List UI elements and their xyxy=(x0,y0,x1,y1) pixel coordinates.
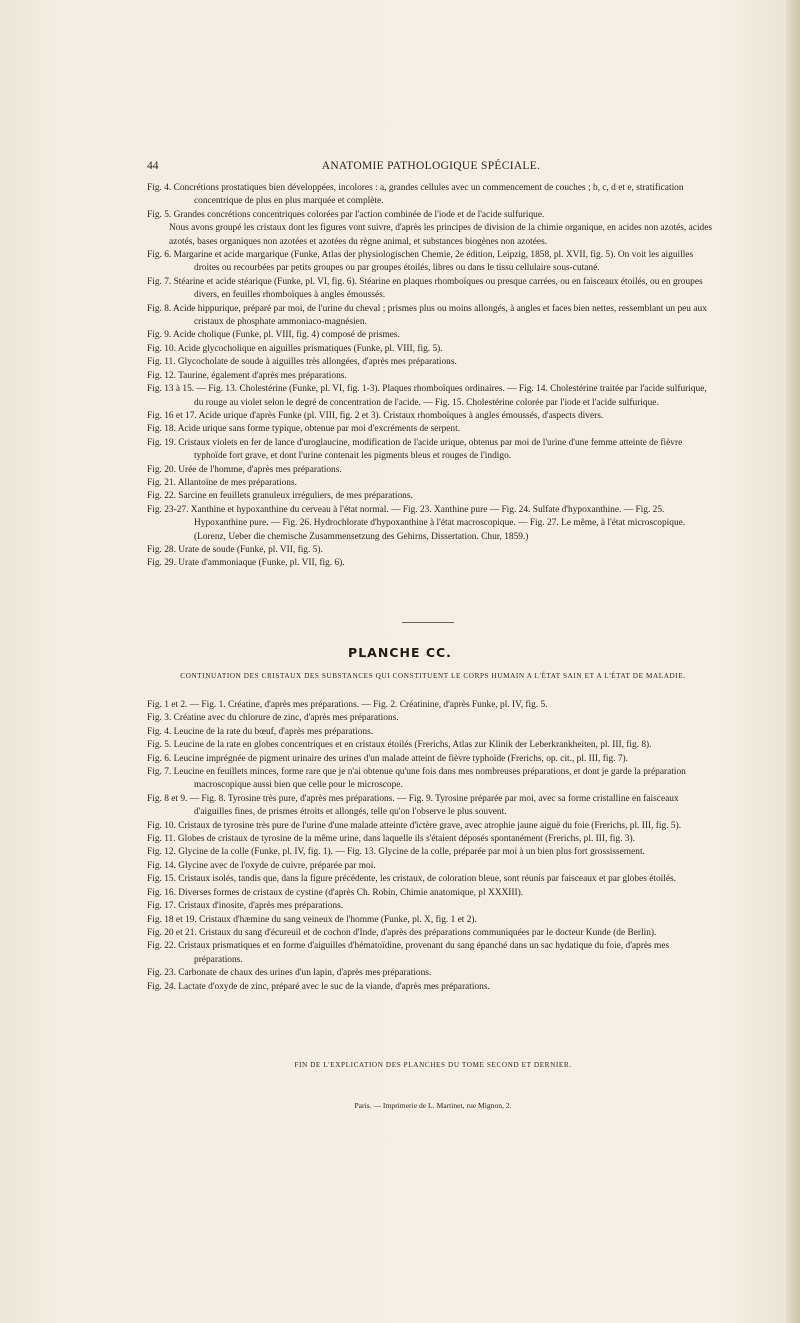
legend-entry: Fig. 15. Cristaux isolés, tandis que, dans la figure précédente, les cristaux, de coloration bleue, sont réunis par faisceaux et par globes étoilés. xyxy=(147,874,677,885)
legend-entry: Fig. 12. Glycine de la colle (Funke, pl. IV, fig. 1). — Fig. 13. Glycine de la colle, préparée par moi à un bien plus fort grossissement. xyxy=(147,847,645,858)
printer-imprint: Paris. — Imprimerie de L. Martinet, rue Mignon, 2. xyxy=(354,1101,512,1110)
section2-legends xyxy=(147,699,717,994)
legend-entry: Fig. 21. Allantoïne de mes préparations. xyxy=(147,477,297,488)
legend-entry: Fig. 7. Stéarine et acide stéarique (Funke, pl. VI, fig. 6). Stéarine en plaques rhomboïques ou presque carrées, ou en faisceaux étoilés, ou en groupes divers, en feuilles rhomboïques à angles émoussés. xyxy=(147,276,703,301)
legend-entry: Fig. 5. Grandes concrétions concentriques colorées par l'action combinée de l'iode et de l'acide sulfurique. xyxy=(147,209,545,220)
legend-entry: Fig. 16 et 17. Acide urique d'après Funke (pl. VIII, fig. 2 et 3). Cristaux rhomboïques à angles émoussés, d'aspects divers. xyxy=(147,410,604,421)
legend-entry: Fig. 9. Acide cholique (Funke, pl. VIII, fig. 4) composé de prismes. xyxy=(147,330,400,341)
legend-entry: Fig. 4. Concrétions prostatiques bien développées, incolores : a, grandes cellules avec un commencement de couches ; b, c, d et e, stratification concentrique de plus en plus marquée et complète. xyxy=(147,183,684,207)
legend-entry: Fig. 12. Taurine, également d'après mes préparations. xyxy=(147,370,347,381)
legend-entry: Fig. 6. Margarine et acide margarique (Funke, Atlas der physiologischen Chemie, 2e édition, Leipzig, 1858, pl. XVII, fig. 5). On voit les aiguilles droites ou recourbées par petits groupes ou par groupes étoilés, libres ou dans le tissu cellulaire sous-cutané. xyxy=(147,250,694,274)
section1-legends xyxy=(147,182,717,571)
legend-entry: Fig. 13 à 15. — Fig. 13. Cholestérine (Funke, pl. VI, fig. 1-3). Plaques rhomboïques ordinaires. — Fig. 14. Cholestérine traitée par l'acide sulfurique, du rouge au violet selon le degré de concentration de l'acide. — Fig. 15. Cholestérine colorée par l'iode et l'acide sulfurique. xyxy=(147,384,707,408)
legend-entry: Fig. 18 et 19. Cristaux d'hæmine du sang veineux de l'homme (Funke, pl. X, fig. 1 et 2). xyxy=(147,914,477,925)
legend-entry: Fig. 4. Leucine de la rate du bœuf, d'après mes préparations. xyxy=(147,726,374,737)
legend-paragraph: Nous avons groupé les cristaux dont les figures vont suivre, d'après les principes de division de la chimie organique, en acides non azotés, acides azotés, bases organiques non azotées et azotées du règne animal, et substances biogènes non azotées. xyxy=(169,223,713,247)
legend-entry: Fig. 6. Leucine imprégnée de pigment urinaire des urines d'un malade atteint de fièvre typhoïde (Frerichs, op. cit., pl. III, fig. 7). xyxy=(147,753,628,764)
legend-entry: Fig. 14. Glycine avec de l'oxyde de cuivre, préparée par moi. xyxy=(147,860,376,871)
page-number: 44 xyxy=(147,160,159,172)
legend-entry: Fig. 17. Cristaux d'inosite, d'après mes préparations. xyxy=(147,901,344,912)
legend-entry: Fig. 5. Leucine de la rate en globes concentriques et en cristaux étoilés (Frerichs, Atlas zur Klinik der Leberkrankheiten, pl. III, fig. 8). xyxy=(147,740,652,751)
legend-entry: Fig. 16. Diverses formes de cristaux de cystine (d'après Ch. Robin, Chimie anatomique, pl XXXIII). xyxy=(147,887,524,898)
legend-entry: Fig. 29. Urate d'ammoniaque (Funke, pl. VII, fig. 6). xyxy=(147,558,345,569)
legend-entry: Fig. 3. Créatine avec du chlorure de zinc, d'après mes préparations. xyxy=(147,713,399,724)
legend-entry: Fig. 28. Urate de soude (Funke, pl. VII, fig. 5). xyxy=(147,544,323,555)
legend-entry: Fig. 22. Sarcine en feuillets granuleux irréguliers, de mes préparations. xyxy=(147,491,413,502)
plate-title: PLANCHE CC. xyxy=(348,645,452,660)
end-notice: FIN DE L'EXPLICATION DES PLANCHES DU TOME SECOND ET DERNIER. xyxy=(294,1061,572,1069)
legend-entry: Fig. 24. Lactate d'oxyde de zinc, préparé avec le suc de la viande, d'après mes préparations. xyxy=(147,981,490,992)
legend-entry: Fig. 8. Acide hippurique, préparé par moi, de l'urine du cheval ; prismes plus ou moins allongés, à angles et faces bien nettes, ressemblant un peu aux cristaux de phosphate ammoniaco-magnésien. xyxy=(147,303,707,328)
legend-entry: Fig. 20 et 21. Cristaux du sang d'écureuil et de cochon d'Inde, d'après des préparations communiquées par le docteur Kunde (de Berlin). xyxy=(147,927,657,938)
page-edge xyxy=(786,0,800,1323)
legend-entry: Fig. 19. Cristaux violets en fer de lance d'uroglaucine, modification de l'acide urique, obtenus par moi de l'urine d'une femme atteinte de fièvre typhoïde fort grave, et dont l'urine contenait les pigments bleus et rouges de l'indigo. xyxy=(147,437,683,462)
legend-entry: Fig. 8 et 9. — Fig. 8. Tyrosine très pure, d'après mes préparations. — Fig. 9. Tyrosine préparée par moi, avec sa forme cristalline en faisceaux d'aiguilles fines, de prismes étroits et allongés, telle qu'on l'observe le plus souvent. xyxy=(147,793,679,818)
legend-entry: Fig. 10. Cristaux de tyrosine très pure de l'urine d'une malade atteinte d'ictère grave, avec atrophie jaune aiguë du foie (Frerichs, pl. III, fig. 5). xyxy=(147,820,682,831)
legend-entry: Fig. 10. Acide glycocholique en aiguilles prismatiques (Funke, pl. VIII, fig. 5). xyxy=(147,343,443,354)
legend-entry: Fig. 11. Globes de cristaux de tyrosine de la même urine, dans laquelle ils s'étaient déposés spontanément (Frerichs, pl. III, fig. 3). xyxy=(147,834,635,845)
legend-entry: Fig. 7. Leucine en feuillets minces, forme rare que je n'ai obtenue qu'une fois dans mes nombreuses préparations, et dont je garde la préparation macroscopique aussi bien que celle pour le microscope. xyxy=(147,767,686,791)
legend-entry: Fig. 22. Cristaux prismatiques et en forme d'aiguilles d'hématoïdine, provenant du sang épanché dans un sac hydatique du foie, d'après mes préparations. xyxy=(147,941,670,965)
legend-entry: Fig. 20. Urée de l'homme, d'après mes préparations. xyxy=(147,464,342,475)
legend-entry: Fig. 23-27. Xanthine et hypoxanthine du cerveau à l'état normal. — Fig. 23. Xanthine pure — Fig. 24. Sulfate d'hypoxanthine. — Fig. 25. Hypoxanthine pure. — Fig. 26. Hydrochlorate d'hypoxanthine à l'état macroscopique. — Fig. 27. Le même, à l'état microscopique. (Lorenz, Ueber die chemische Zusammensetzung des Gehirns, Dissertation. Chur, 1859.) xyxy=(147,504,686,542)
legend-entry: Fig. 18. Acide urique sans forme typique, obtenue par moi d'excréments de serpent. xyxy=(147,424,461,435)
running-header xyxy=(147,160,715,176)
running-title: ANATOMIE PATHOLOGIQUE SPÉCIALE. xyxy=(321,160,541,172)
section-divider xyxy=(402,622,454,623)
plate-subtitle: CONTINUATION DES CRISTAUX DES SUBSTANCES QUI CONSTITUENT LE CORPS HUMAIN A L'ÉTAT SAIN ET A L'ÉTAT DE MALADIE. xyxy=(180,672,686,680)
legend-entry: Fig. 23. Carbonate de chaux des urines d'un lapin, d'après mes préparations. xyxy=(147,968,432,979)
legend-entry: Fig. 11. Glycocholate de soude à aiguilles très allongées, d'après mes préparations. xyxy=(147,357,457,368)
legend-entry: Fig. 1 et 2. — Fig. 1. Créatine, d'après mes préparations. — Fig. 2. Créatinine, d'après Funke, pl. IV, fig. 5. xyxy=(147,700,548,710)
